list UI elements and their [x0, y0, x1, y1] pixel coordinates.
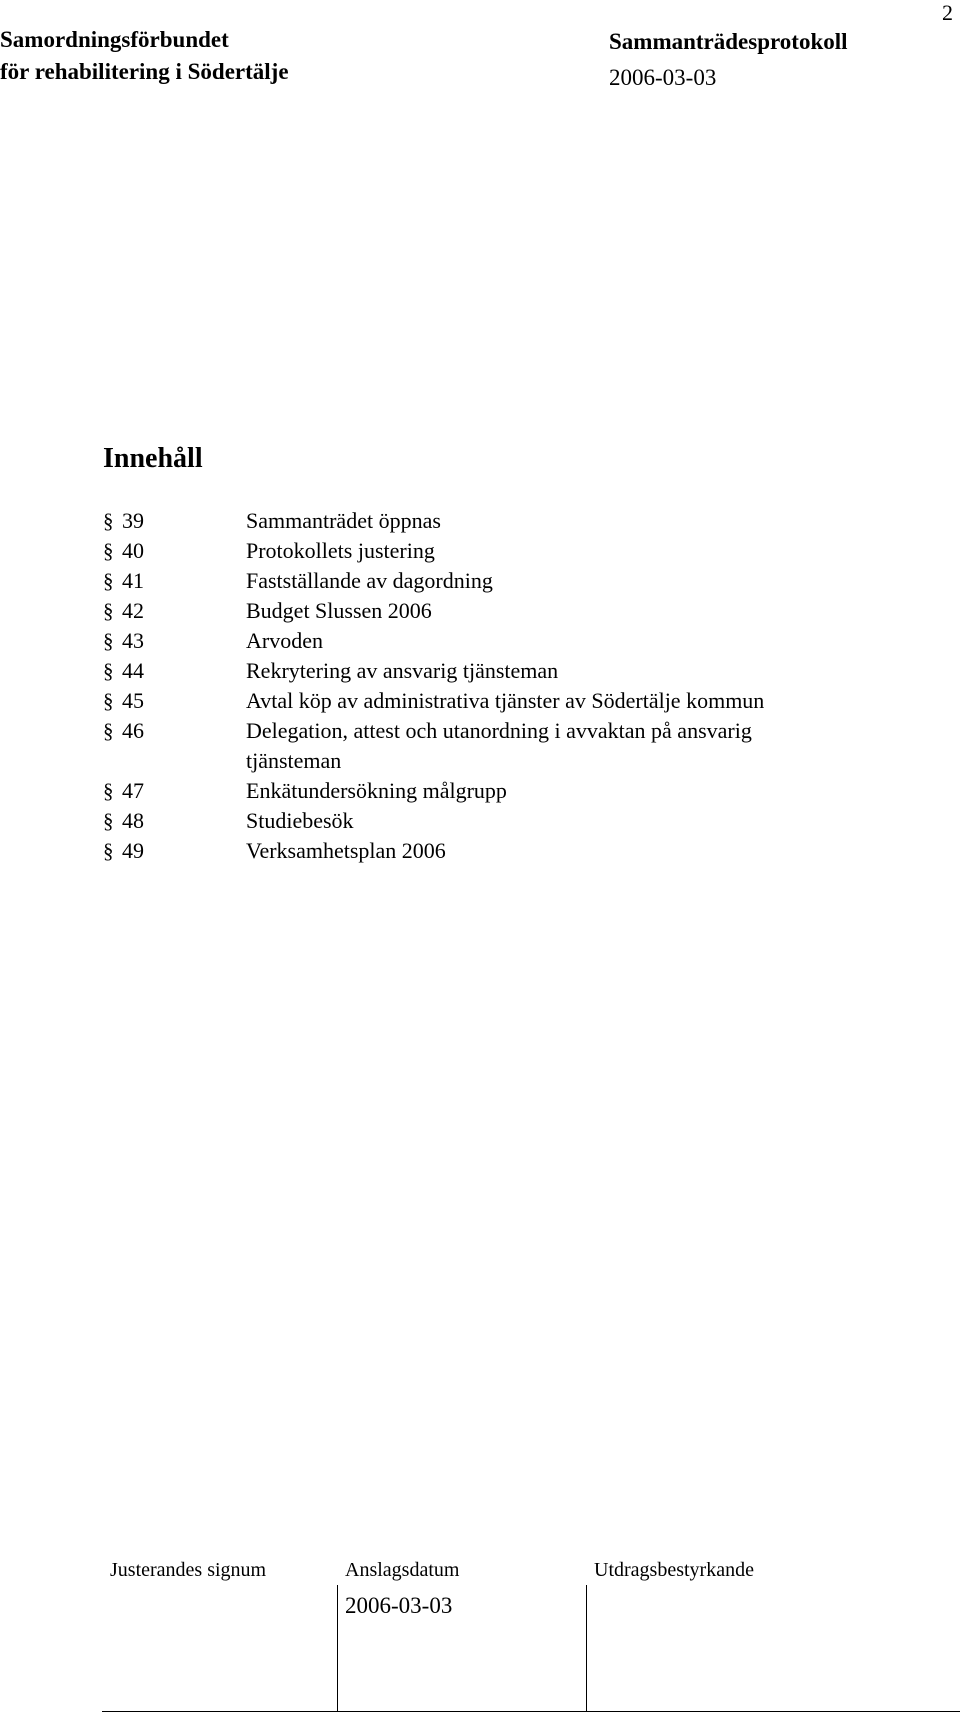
toc-item-title: Avtal köp av administrativa tjänster av Södertälje kommun — [246, 688, 765, 713]
toc-item-title: Protokollets justering — [246, 538, 435, 563]
posting-date-label: Anslagsdatum — [345, 1559, 460, 1581]
toc-item-title: Arvoden — [246, 628, 323, 653]
section-symbol: § — [103, 599, 114, 623]
section-symbol: § — [103, 659, 114, 683]
toc-item-number: 40 — [122, 538, 144, 563]
toc-item-title: Studiebesök — [246, 808, 354, 833]
toc-item-number: 45 — [122, 688, 144, 713]
toc-item-number: 46 — [122, 718, 144, 743]
toc-item-number: 42 — [122, 598, 144, 623]
signum-label: Justerandes signum — [110, 1559, 267, 1581]
toc-item-title-continuation: tjänsteman — [246, 748, 342, 773]
section-symbol: § — [103, 809, 114, 833]
toc-item-number: 49 — [122, 838, 144, 863]
toc-item-title: Enkätundersökning målgrupp — [246, 778, 507, 803]
toc-item-title: Sammanträdet öppnas — [246, 508, 441, 533]
toc-item-number: 41 — [122, 568, 144, 593]
posting-date: 2006-03-03 — [345, 1593, 453, 1618]
section-symbol: § — [103, 779, 114, 803]
toc-item-title: Rekrytering av ansvarig tjänsteman — [246, 658, 559, 683]
toc-item-title: Fastställande av dagordning — [246, 568, 493, 593]
organization-name-line1: Samordningsförbundet — [0, 27, 229, 52]
footer-baseline — [102, 1711, 960, 1712]
document-type: Sammanträdesprotokoll — [609, 29, 848, 54]
section-symbol: § — [103, 539, 114, 563]
organization-name-line2: för rehabilitering i Södertälje — [0, 59, 289, 84]
extract-certification-label: Utdragsbestyrkande — [594, 1559, 754, 1581]
page-number: 2 — [942, 0, 953, 25]
toc-item-title: Verksamhetsplan 2006 — [246, 838, 446, 863]
toc-item-number: 47 — [122, 778, 144, 803]
section-symbol: § — [103, 719, 114, 743]
footer-divider-left — [337, 1585, 338, 1712]
section-symbol: § — [103, 839, 114, 863]
toc-item-number: 48 — [122, 808, 144, 833]
contents-heading: Innehåll — [103, 443, 203, 474]
toc-item-title: Budget Slussen 2006 — [246, 598, 432, 623]
document-date: 2006-03-03 — [609, 65, 717, 90]
toc-item-number: 39 — [122, 508, 144, 533]
section-symbol: § — [103, 629, 114, 653]
toc-item-number: 43 — [122, 628, 144, 653]
section-symbol: § — [103, 509, 114, 533]
section-symbol: § — [103, 689, 114, 713]
section-symbol: § — [103, 569, 114, 593]
toc-item-title: Delegation, attest och utanordning i avvaktan på ansvarig — [246, 718, 752, 743]
footer-divider-right — [586, 1585, 587, 1712]
toc-item-number: 44 — [122, 658, 144, 683]
